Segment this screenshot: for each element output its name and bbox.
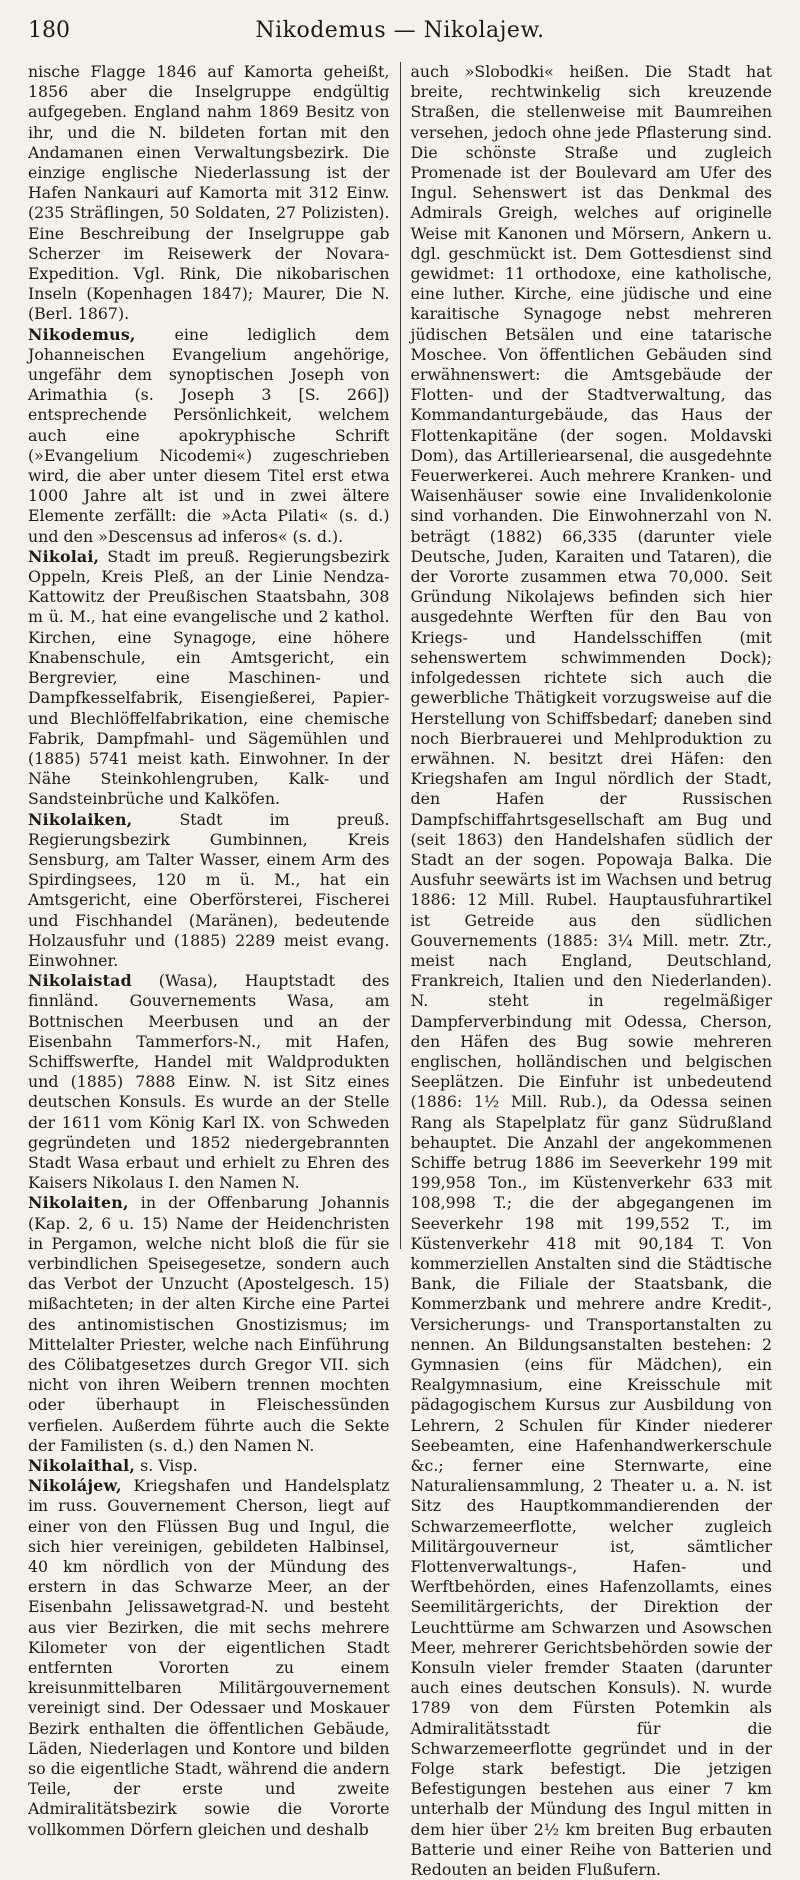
entry-nikolaithal: [28, 1456, 390, 1476]
left-column: [28, 62, 400, 1839]
headword: Nikolaithal,: [28, 1456, 136, 1476]
headword: Nikodemus,: [28, 324, 136, 344]
entry-nikolajew: [28, 1476, 390, 1840]
entry-text: Stadt im preuß. Regierungsbezirk Gumbinnen, Kreis Sensburg, am Talter Wasser, einem Arm des Spirdingsees, 120 m ü. M., hat ein Amtsgericht, eine Oberförsterei, Fischerei und Fischhandel (Maränen), bedeutende Holzausfuhr und (1885) 2289 meist evang. Einwohner.: [28, 809, 390, 970]
entry-nikodemus: [28, 325, 390, 547]
entry-nikolaiken: [28, 810, 390, 972]
entry-text: Stadt im preuß. Regierungsbezirk Oppeln, Kreis Pleß, an der Linie Nendza-Kattowitz der Preußischen Staatsbahn, 308 m ü. M., hat eine evangelische und 2 kathol. Kirchen, eine Synagoge, eine höhere Knabenschule, ein Amtsgericht, ein Bergrevier, eine Maschinen- und Dampfkesselfabrik, Eisengießerei, Papier- und Blechlöffelfabrikation, eine chemische Fabrik, Dampfmahl- und Sägemühlen und (1885) 5741 meist kath. Einwohner. In der Nähe Steinkohlengruben, Kalk- und Sandsteinbrüche und Kalköfen.: [28, 546, 390, 809]
running-head: Nikodemus — Nikolajew.: [255, 18, 545, 43]
continued-paragraph: nische Flagge 1846 auf Kamorta geheißt, 1856 aber die Inselgruppe endgültig aufgegeben. England nahm 1869 Besitz von ihr, und die N. bildeten fortan mit den Andamanen einen Verwaltungsbezirk. Die einzige englische Niederlassung ist der Hafen Nankauri auf Kamorta mit 312 Einw. (235 Sträflingen, 50 Soldaten, 27 Polizisten). Eine Beschreibung der Inselgruppe gab Scherzer im Reisewerk der Novara-Expedition. Vgl. Rink, Die nikobarischen Inseln (Kopenhagen 1847); Maurer, Die N. (Berl. 1867).: [28, 62, 390, 324]
entry-text: in der Offenbarung Johannis (Kap. 2, 6 u. 15) Name der Heidenchristen in Pergamon, welche nicht bloß die für sie verbindlichen Speisegesetze, sondern auch das Verbot der Unzucht (Apostelgesch. 15) mißachteten; in der alten Kirche eine Partei des antinomistischen Gnostizismus; im Mittelalter Priester, welche nach Einführung des Cölibatgesetzes durch Gregor VII. sich nicht von ihren Weibern trennen mochten oder überhaupt in Fleischessünden verfielen. Außerdem führte auch die Sekte der Familisten (s. d.) den Namen N.: [28, 1193, 390, 1455]
headword: Nikolájew,: [28, 1476, 122, 1496]
headword: Nikolai,: [28, 546, 100, 566]
page-header: [28, 16, 772, 50]
page-number: 180: [28, 18, 70, 43]
entry-nikolai: [28, 547, 390, 810]
entry-text: Kriegshafen und Handelsplatz im russ. Gouvernement Cherson, liegt auf einer von den Flüssen Bug und Ingul, die sich hier vereinigen, gebildeten Halbinsel, 40 km nördlich von der Mündung des erstern in das Schwarze Meer, an der Eisenbahn Jelissawetgrad-N. und besteht aus vier Bezirken, die mit sechs mehrere Kilometer von der eigentlichen Stadt entfernten Vororten zu einem kreisunmittelbaren Militärgouvernement vereinigt sind. Der Odessaer und Moskauer Bezirk enthalten die öffentlichen Gebäude, Läden, Niederlagen und Kontore und bilden so die eigentliche Stadt, während die andern Teile, der erste und zweite Admiralitätsbezirk sowie die Vororte vollkommen Dörfern gleichen und deshalb: [28, 1476, 390, 1839]
right-column: [401, 62, 773, 1880]
entry-nikolaistad: [28, 971, 390, 1193]
headword: Nikolaiken,: [28, 809, 133, 829]
headword: Nikolaistad: [28, 971, 132, 991]
entry-text: (Wasa), Hauptstadt des finnländ. Gouvernements Wasa, am Bottnischen Meerbusen und an der Eisenbahn Tammerfors-N., mit Hafen, Schiffswerfte, Handel mit Waldprodukten und (1885) 7888 Einw. N. ist Sitz eines deutschen Konsuls. Es wurde an der Stelle der 1611 vom König Karl IX. von Schweden gegründeten und 1852 niedergebrannten Stadt Wasa erbaut und erhielt zu Ehren des Kaisers Nikolaus I. den Namen N.: [28, 971, 390, 1193]
entry-text: eine lediglich dem Johanneischen Evangelium angehörige, ungefähr dem synoptischen Joseph von Arimathia (s. Joseph 3 [S. 266]) entsprechende Persönlichkeit, welchem auch eine apokryphische Schrift (»Evangelium Nicodemi«) zugeschrieben wird, die aber unter diesem Titel erst etwa 1000 Jahre alt ist und in zwei ältere Elemente zerfällt: die »Acta Pilati« (s. d.) und den »Descensus ad inferos« (s. d.).: [28, 324, 390, 546]
headword: Nikolaiten,: [28, 1193, 129, 1213]
entry-nikolaiten: [28, 1193, 390, 1456]
continued-paragraph: auch »Slobodki« heißen. Die Stadt hat breite, rechtwinkelig sich kreuzende Straßen, die stellenweise mit Baumreihen versehen, jedoch ohne jede Pflasterung sind. Die schönste Straße und zugleich Promenade ist der Boulevard am Ufer des Ingul. Sehenswert ist das Denkmal des Admirals Greigh, welches auf originelle Weise mit Kanonen und Mörsern, Ankern u. dgl. geschmückt ist. Dem Gottesdienst sind gewidmet: 11 orthodoxe, eine katholische, eine luther. Kirche, eine jüdische und eine karaitische Synagoge nebst mehreren jüdischen Betsälen und eine tatarische Moschee. Von öffentlichen Gebäuden sind erwähnenswert: die Amtsgebäude der Flotten- und der Stadtverwaltung, das Kommandanturgebäude, das Haus der Flottenkapitäne (der sogen. Moldavski Dom), das Artilleriearsenal, die ausgedehnte Feuerwerkerei. Auch mehrere Kranken- und Waisenhäuser sowie eine Invalidenkolonie sind vorhanden. Die Einwohnerzahl von N. beträgt (1882) 66,335 (darunter viele Deutsche, Juden, Karaiten und Tataren), die der Vororte zusammen etwa 70,000. Seit Gründung Nikolajews befinden sich hier ausgedehnte Werften für den Bau von Kriegs- und Handelsschiffen (mit sehenswertem schwimmenden Dock); infolgedessen richtete sich auch die gewerbliche Thätigkeit vorzugsweise auf die Herstellung von Schiffsbedarf; daneben sind noch Bierbrauerei und Mehlproduktion zu erwähnen. N. besitzt drei Häfen: den Kriegshafen am Ingul nördlich der Stadt, den Hafen der Russischen Dampfschiffahrtsgesellschaft am Bug und (seit 1863) den Handelshafen südlich der Stadt an der sogen. Popowaja Balka. Die Ausfuhr seewärts ist im Wachsen und betrug 1886: 12 Mill. Rubel. Hauptausfuhrartikel ist Getreide aus den südlichen Gouvernements (1885: 3¼ Mill. metr. Ztr., meist nach England, Deutschland, Frankreich, Italien und den Niederlanden). N. steht in regelmäßiger Dampferverbindung mit Odessa, Cherson, den Häfen des Bug sowie mehreren englischen, holländischen und belgischen Seeplätzen. Die Einfuhr ist unbedeutend (1886: 1½ Mill. Rub.), da Odessa seinen Rang als Stapelplatz für ganz Südrußland behauptet. Die Anzahl der angekommenen Schiffe betrug 1886 im Seeverkehr 199 mit 199,958 Ton., im Küstenverkehr 633 mit 108,998 T.; die der abgegangenen im Seeverkehr 198 mit 199,552 T., im Küstenverkehr 418 mit 90,184 T. Von kommerziellen Anstalten sind die Städtische Bank, die Filiale der Staatsbank, die Kommerzbank und mehrere andre Kredit-, Versicherungs- und Transportanstalten zu nennen. An Bildungsanstalten bestehen: 2 Gymnasien (eins für Mädchen), ein Realgymnasium, eine Kreisschule mit pädagogischem Kursus zur Ausbildung von Lehrern, 2 Schulen für Kinder niederer Seebeamten, eine Hafenhandwerkerschule &c.; ferner eine Sternwarte, eine Naturaliensammlung, 2 Theater u. a. N. ist Sitz des Hauptkommandierenden der Schwarzemeerflotte, welcher zugleich Militärgouverneur ist, sämtlicher Flottenverwaltungs-, Hafen- und Werftbehörden, eines Hafenzollamts, eines Seemilitärgerichts, der Direktion der Leuchttürme am Schwarzen und Asowschen Meer, mehrerer Gerichtsbehörden sowie der Konsuln vieler fremder Staaten (darunter auch eines deutschen Konsuls). N. wurde 1789 von dem Fürsten Potemkin als Admiralitätsstadt für die Schwarzemeerflotte gegründet und in der Folge stark befestigt. Die jetzigen Befestigungen bestehen aus einer 7 km unterhalb der Mündung des Ingul mitten in dem hier über 2½ km breiten Bug erbauten Batterie und einer Reihe von Batterien und Redouten an beiden Flußufern.: [410, 62, 772, 1880]
text-columns: [28, 62, 772, 1880]
entry-text: s. Visp.: [140, 1456, 198, 1476]
